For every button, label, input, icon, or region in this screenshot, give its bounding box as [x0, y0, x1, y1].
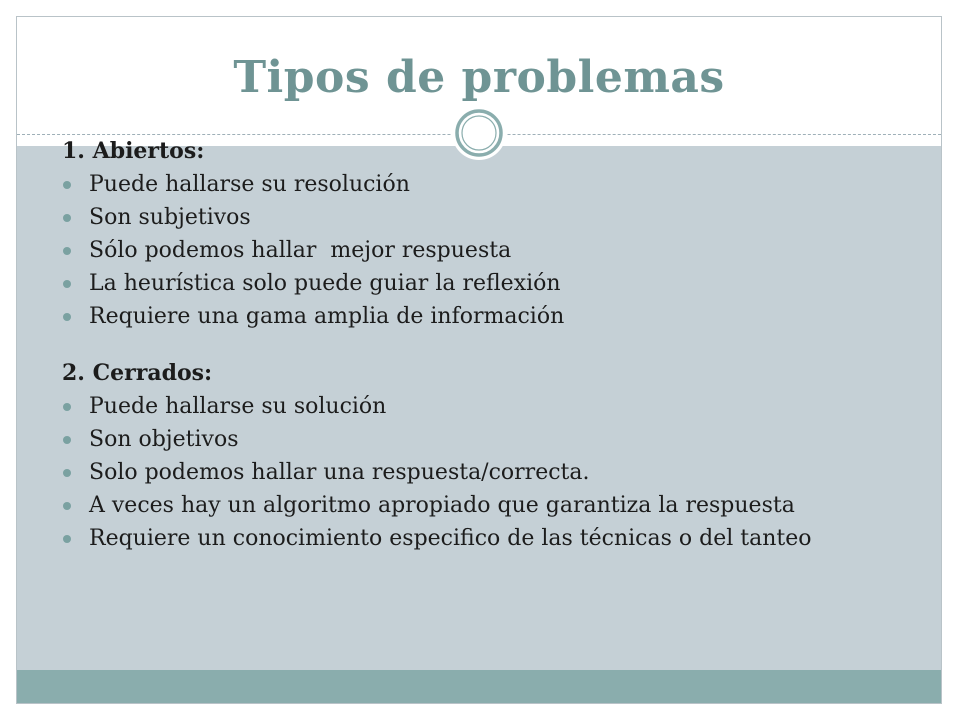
list-item-text: Requiere una gama amplia de información — [89, 304, 565, 329]
bullet-icon — [63, 469, 71, 477]
section-heading-cerrados: 2. Cerrados: — [62, 360, 213, 386]
bullet-icon — [63, 214, 71, 222]
list-item — [62, 423, 922, 456]
list-abiertos — [62, 168, 922, 333]
list-item — [62, 489, 922, 522]
list-item — [62, 522, 922, 555]
bullet-icon — [63, 313, 71, 321]
list-item-text: Sólo podemos hallar mejor respuesta — [89, 238, 512, 263]
bullet-icon — [63, 436, 71, 444]
list-item-text: Puede hallarse su solución — [89, 394, 387, 419]
bullet-icon — [63, 280, 71, 288]
list-item — [62, 267, 922, 300]
bullet-icon — [63, 181, 71, 189]
list-item — [62, 390, 922, 423]
list-item-text: La heurística solo puede guiar la reflexión — [89, 271, 561, 296]
list-item — [62, 300, 922, 333]
list-cerrados — [62, 390, 922, 555]
bullet-icon — [63, 535, 71, 543]
list-item-text: Solo podemos hallar una respuesta/correcta. — [89, 460, 590, 485]
slide-title: Tipos de problemas — [233, 52, 725, 103]
slide-body — [62, 135, 922, 555]
list-item-text: A veces hay un algoritmo apropiado que garantiza la respuesta — [89, 493, 795, 518]
bullet-icon — [63, 403, 71, 411]
bullet-icon — [63, 502, 71, 510]
list-item-text: Requiere un conocimiento especifico de las técnicas o del tanteo — [89, 526, 812, 551]
section-heading-abiertos: 1. Abiertos: — [62, 138, 205, 164]
list-item-text: Puede hallarse su resolución — [89, 172, 410, 197]
list-item — [62, 168, 922, 201]
list-item-text: Son subjetivos — [89, 205, 251, 230]
list-item — [62, 201, 922, 234]
list-item-text: Son objetivos — [89, 427, 239, 452]
list-item — [62, 456, 922, 489]
bullet-icon — [63, 247, 71, 255]
list-item — [62, 234, 922, 267]
